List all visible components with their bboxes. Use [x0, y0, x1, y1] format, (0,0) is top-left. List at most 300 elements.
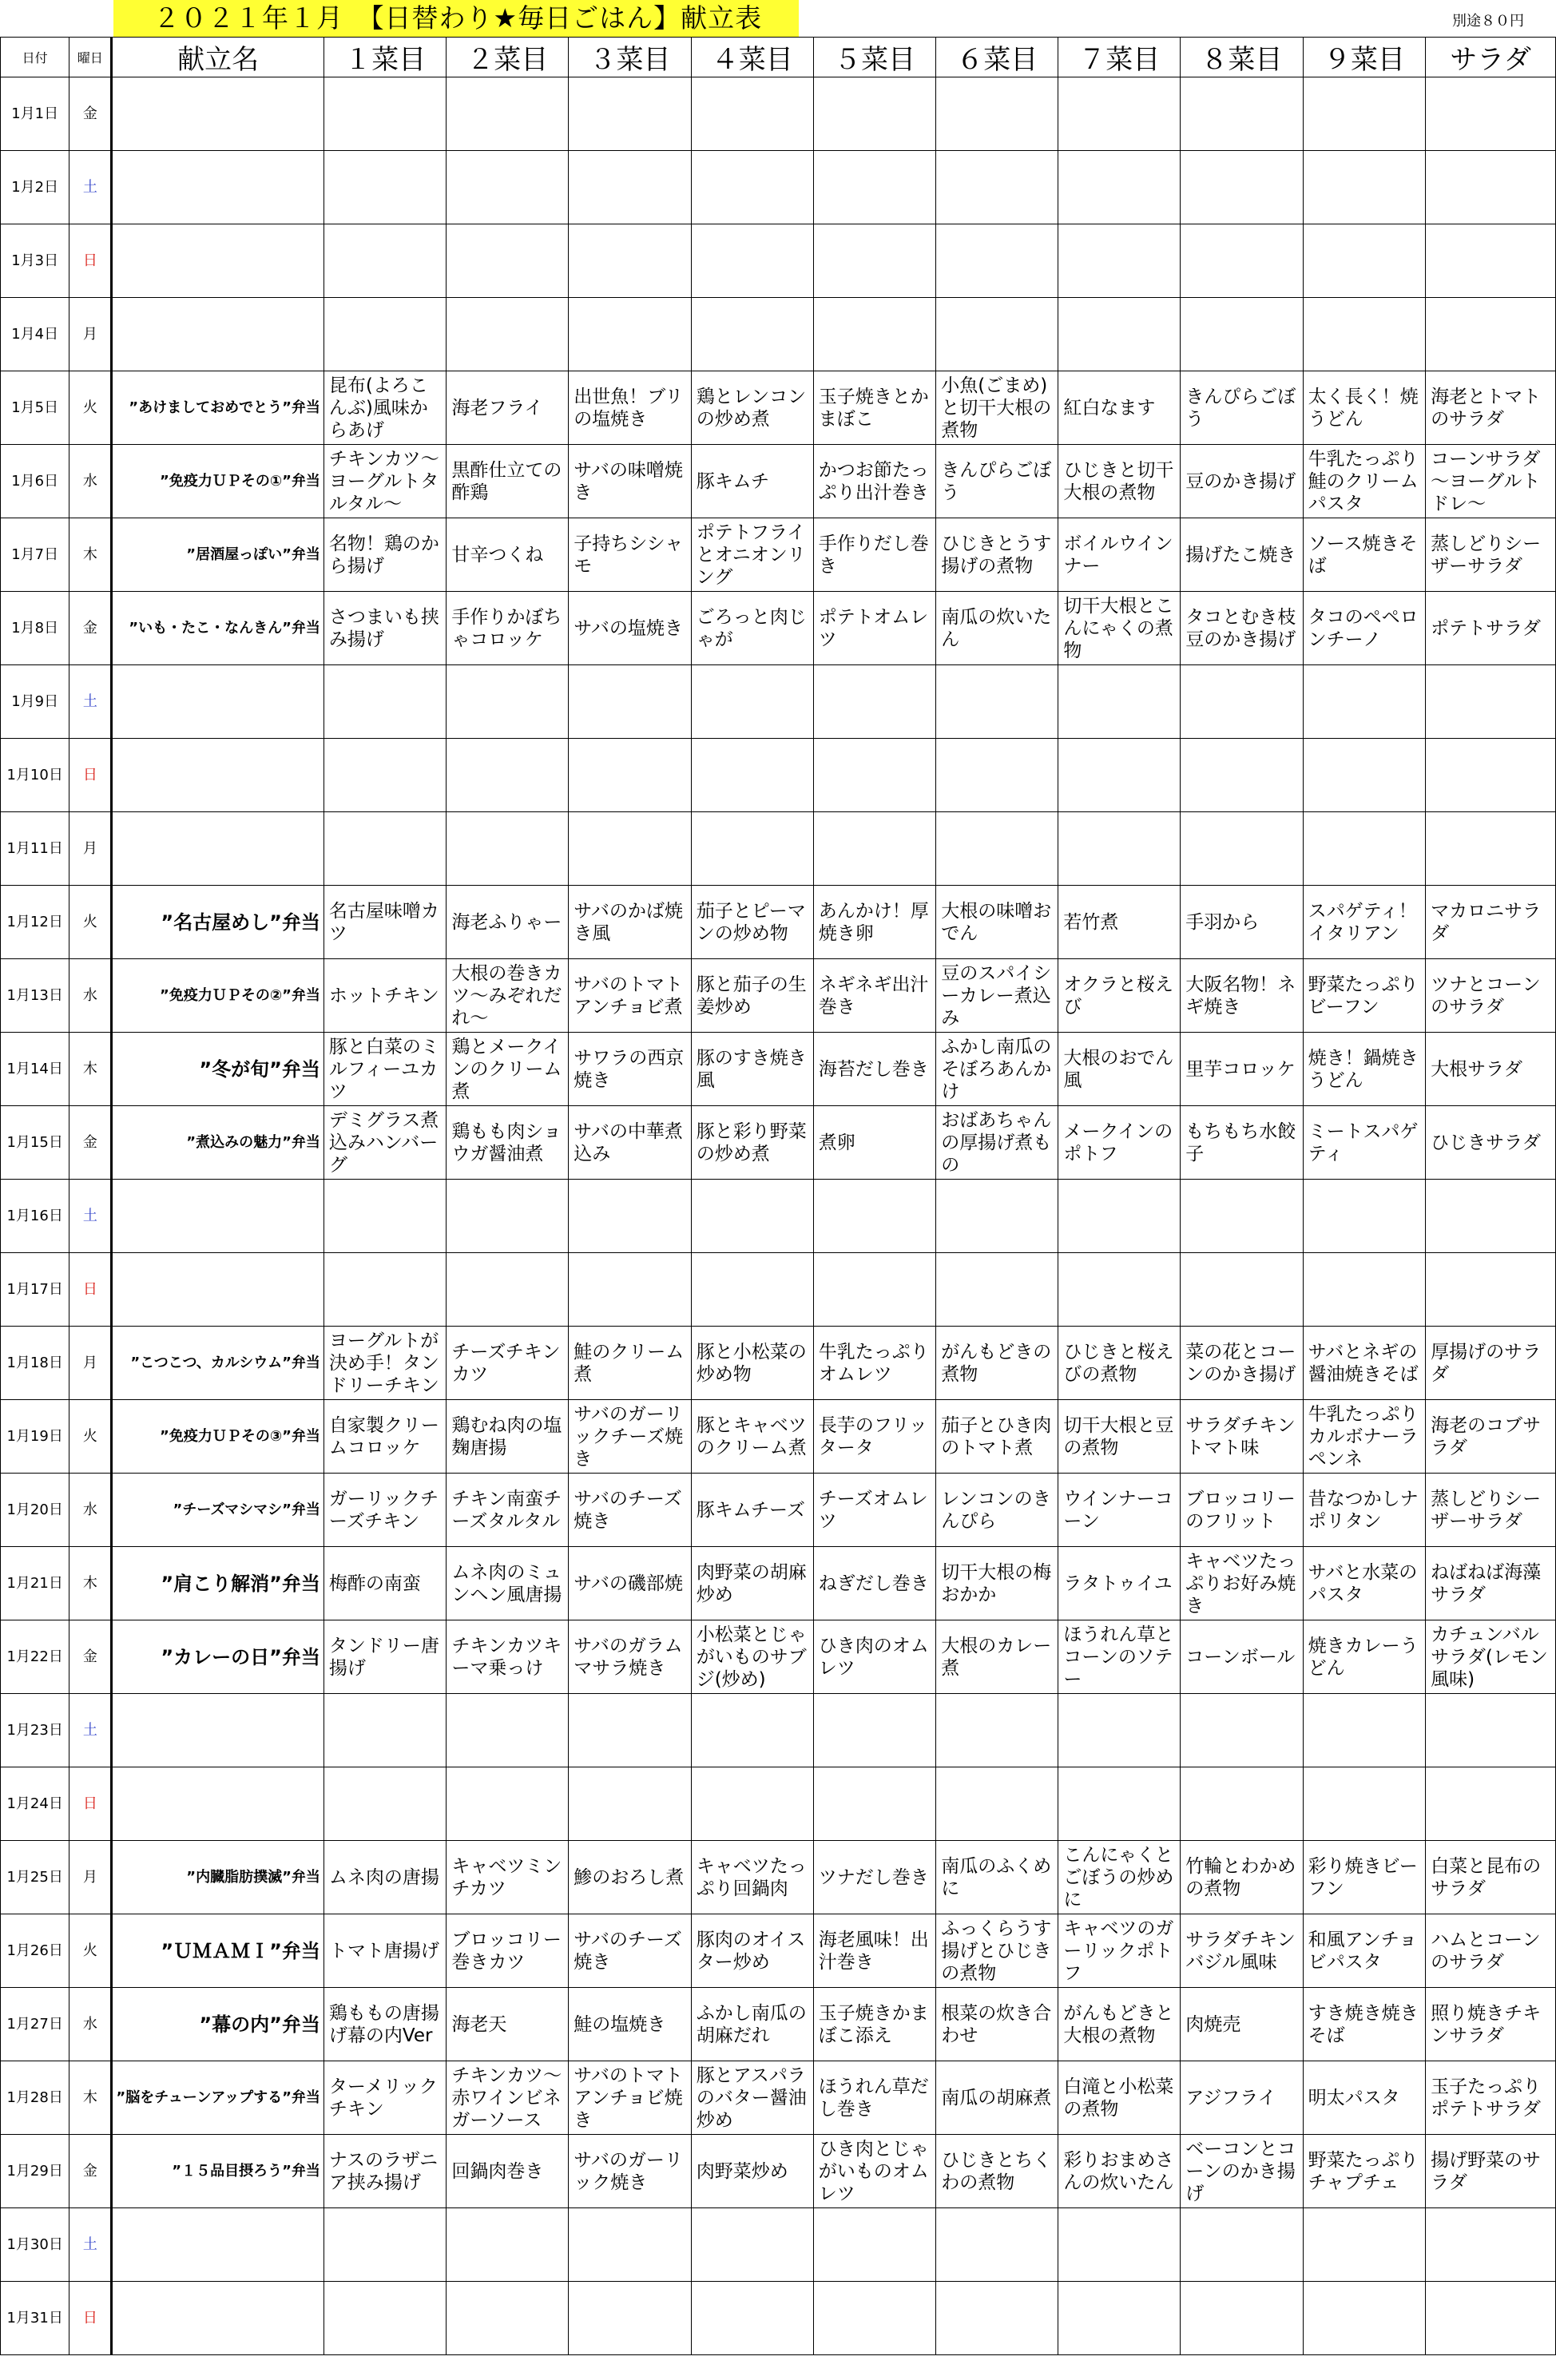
menu-table [0, 37, 1556, 2355]
dish-cell [813, 2282, 935, 2355]
dish-cell: 海老フライ [447, 371, 569, 445]
dish-cell: 海老風味！出汁巻き [813, 1914, 935, 1988]
dish-cell [569, 739, 691, 812]
dish-cell [1303, 77, 1425, 151]
dish-cell: 梅酢の南蛮 [324, 1547, 446, 1620]
dish-cell: 豚キムチーズ [691, 1474, 813, 1547]
dish-cell [1303, 151, 1425, 224]
dish-cell [813, 1767, 935, 1841]
dish-cell: 玉子焼きとかまぼこ [813, 371, 935, 445]
dish-cell: ヨーグルトが決め手！タンドリーチキン [324, 1327, 446, 1400]
header-dish-2: ２菜目 [447, 38, 569, 77]
dish-cell: チキン南蛮チーズタルタル [447, 1474, 569, 1547]
date-cell: 1月27日 [1, 1988, 69, 2061]
dish-cell [691, 224, 813, 298]
dish-cell [324, 151, 446, 224]
weekday-cell: 月 [69, 298, 112, 371]
dish-cell [569, 224, 691, 298]
dish-cell: サバのチーズ焼き [569, 1474, 691, 1547]
dish-cell: ターメリックチキン [324, 2061, 446, 2135]
dish-cell [1058, 224, 1181, 298]
dish-cell: 豚と白菜のミルフィーユカツ [324, 1033, 446, 1106]
header-salad: サラダ [1426, 38, 1556, 77]
dish-cell [1181, 1694, 1303, 1767]
dish-cell [936, 1253, 1058, 1327]
salad-cell [1426, 812, 1556, 886]
date-cell: 1月29日 [1, 2135, 69, 2208]
dish-cell [813, 812, 935, 886]
dish-cell: ひじきとちくわの煮物 [936, 2135, 1058, 2208]
dish-cell: もちもち水餃子 [1181, 1106, 1303, 1180]
header-dish-4: ４菜目 [691, 38, 813, 77]
dish-cell: 豚とキャベツのクリーム煮 [691, 1400, 813, 1474]
date-cell: 1月14日 [1, 1033, 69, 1106]
dish-cell: 鶏もも肉ショウガ醤油煮 [447, 1106, 569, 1180]
dish-cell [569, 812, 691, 886]
dish-cell: 昆布(よろこんぶ)風味からあげ [324, 371, 446, 445]
dish-cell: ほうれん草だし巻き [813, 2061, 935, 2135]
dish-cell: 彩り焼きビーフン [1303, 1841, 1425, 1914]
dish-cell: サバとネギの醤油焼きそば [1303, 1327, 1425, 1400]
dish-cell [569, 1694, 691, 1767]
dish-cell: 肉野菜の胡麻炒め [691, 1547, 813, 1620]
dish-cell: レンコンのきんぴら [936, 1474, 1058, 1547]
dish-cell: キャベツミンチカツ [447, 1841, 569, 1914]
dish-cell: ブロッコリー巻きカツ [447, 1914, 569, 1988]
dish-cell [691, 665, 813, 739]
dish-cell: ベーコンとコーンのかき揚げ [1181, 2135, 1303, 2208]
dish-cell: サバのガーリック焼き [569, 2135, 691, 2208]
weekday-cell: 土 [69, 1694, 112, 1767]
dish-cell: 焼きカレーうどん [1303, 1620, 1425, 1694]
dish-cell: 肉焼売 [1181, 1988, 1303, 2061]
dish-cell [813, 1253, 935, 1327]
dish-cell [1303, 739, 1425, 812]
dish-cell: タコのペペロンチーノ [1303, 592, 1425, 665]
menu-name-cell: ”ＵＭＡＭＩ”弁当 [112, 1914, 324, 1988]
dish-cell [1058, 1767, 1181, 1841]
dish-cell: 小魚(ごまめ)と切干大根の煮物 [936, 371, 1058, 445]
dish-cell: さつまいも挟み揚げ [324, 592, 446, 665]
menu-name-cell: ”冬が旬”弁当 [112, 1033, 324, 1106]
dish-cell: ひき肉とじゃがいものオムレツ [813, 2135, 935, 2208]
dish-cell: 若竹煮 [1058, 886, 1181, 959]
dish-cell [1181, 298, 1303, 371]
dish-cell: サワラの西京焼き [569, 1033, 691, 1106]
dish-cell [324, 1694, 446, 1767]
salad-cell: ツナとコーンのサラダ [1426, 959, 1556, 1033]
dish-cell: 南瓜のふくめに [936, 1841, 1058, 1914]
dish-cell [936, 739, 1058, 812]
table-row [1, 1106, 1556, 1180]
table-row [1, 445, 1556, 518]
dish-cell [936, 1767, 1058, 1841]
dish-cell: チキンカツ～ヨーグルトタルタル～ [324, 445, 446, 518]
date-cell: 1月20日 [1, 1474, 69, 1547]
dish-cell [324, 1253, 446, 1327]
weekday-cell: 木 [69, 2061, 112, 2135]
dish-cell: 回鍋肉巻き [447, 2135, 569, 2208]
dish-cell: 茄子とピーマンの炒め物 [691, 886, 813, 959]
menu-name-cell: ”内臓脂肪撲滅”弁当 [112, 1841, 324, 1914]
dish-cell: デミグラス煮込みハンバーグ [324, 1106, 446, 1180]
dish-cell [691, 1180, 813, 1253]
dish-cell [936, 224, 1058, 298]
dish-cell [569, 2282, 691, 2355]
dish-cell [691, 1694, 813, 1767]
dish-cell: あんかけ！厚焼き卵 [813, 886, 935, 959]
date-cell: 1月8日 [1, 592, 69, 665]
salad-cell [1426, 298, 1556, 371]
weekday-cell: 土 [69, 151, 112, 224]
dish-cell: ひじきとうす揚げの煮物 [936, 518, 1058, 592]
dish-cell: ホットチキン [324, 959, 446, 1033]
salad-cell [1426, 1767, 1556, 1841]
dish-cell: ソース焼きそば [1303, 518, 1425, 592]
date-cell: 1月5日 [1, 371, 69, 445]
weekday-cell: 金 [69, 77, 112, 151]
table-row [1, 1988, 1556, 2061]
dish-cell [324, 224, 446, 298]
date-cell: 1月24日 [1, 1767, 69, 1841]
dish-cell [1303, 1253, 1425, 1327]
weekday-cell: 土 [69, 665, 112, 739]
menu-name-cell: ”こつこつ、カルシウム”弁当 [112, 1327, 324, 1400]
date-cell: 1月26日 [1, 1914, 69, 1988]
dish-cell [936, 151, 1058, 224]
dish-cell [691, 739, 813, 812]
dish-cell: メークインのポトフ [1058, 1106, 1181, 1180]
dish-cell [1058, 151, 1181, 224]
menu-name-cell [112, 2282, 324, 2355]
dish-cell [324, 665, 446, 739]
date-cell: 1月3日 [1, 224, 69, 298]
weekday-cell: 金 [69, 1106, 112, 1180]
dish-cell: 豚と小松菜の炒め物 [691, 1327, 813, 1400]
dish-cell: ブロッコリーのフリット [1181, 1474, 1303, 1547]
date-cell: 1月15日 [1, 1106, 69, 1180]
table-row [1, 1547, 1556, 1620]
dish-cell [813, 739, 935, 812]
salad-cell: 蒸しどりシーザーサラダ [1426, 518, 1556, 592]
dish-cell [569, 1767, 691, 1841]
date-cell: 1月18日 [1, 1327, 69, 1400]
weekday-cell: 火 [69, 886, 112, 959]
menu-name-cell [112, 77, 324, 151]
dish-cell: 彩りおまめさんの炊いたん [1058, 2135, 1181, 2208]
dish-cell [1181, 1767, 1303, 1841]
table-row [1, 812, 1556, 886]
dish-cell: がんもどきの煮物 [936, 1327, 1058, 1400]
salad-cell [1426, 739, 1556, 812]
dish-cell [1303, 1767, 1425, 1841]
dish-cell: 肉野菜炒め [691, 2135, 813, 2208]
dish-cell: ガーリックチーズチキン [324, 1474, 446, 1547]
menu-name-cell [112, 1694, 324, 1767]
dish-cell [813, 77, 935, 151]
salad-cell [1426, 77, 1556, 151]
salad-cell [1426, 2208, 1556, 2282]
dish-cell [691, 77, 813, 151]
dish-cell: 海老ふりゃー [447, 886, 569, 959]
dish-cell: かつお節たっぷり出汁巻き [813, 445, 935, 518]
dish-cell: ラタトゥイユ [1058, 1547, 1181, 1620]
dish-cell: 鶏むね肉の塩麹唐揚 [447, 1400, 569, 1474]
dish-cell: 牛乳たっぷりカルボナーラペンネ [1303, 1400, 1425, 1474]
dish-cell [691, 298, 813, 371]
dish-cell: 豚とアスパラのバター醤油炒め [691, 2061, 813, 2135]
dish-cell: 焼き！鍋焼きうどん [1303, 1033, 1425, 1106]
dish-cell [1181, 224, 1303, 298]
salad-cell: 蒸しどりシーザーサラダ [1426, 1474, 1556, 1547]
dish-cell: 竹輪とわかめの煮物 [1181, 1841, 1303, 1914]
dish-cell [691, 2282, 813, 2355]
dish-cell: 紅白なます [1058, 371, 1181, 445]
dish-cell [1303, 298, 1425, 371]
table-row [1, 1841, 1556, 1914]
header-date: 日付 [1, 38, 69, 77]
dish-cell [569, 665, 691, 739]
weekday-cell: 日 [69, 1767, 112, 1841]
dish-cell [447, 2208, 569, 2282]
dish-cell: サラダチキンバジル風味 [1181, 1914, 1303, 1988]
header-dish-5: ５菜目 [813, 38, 935, 77]
salad-cell: マカロニサラダ [1426, 886, 1556, 959]
salad-cell: 玉子たっぷりポテトサラダ [1426, 2061, 1556, 2135]
dish-cell: 鮭の塩焼き [569, 1988, 691, 2061]
table-row [1, 1694, 1556, 1767]
dish-cell: 牛乳たっぷり鮭のクリームパスタ [1303, 445, 1425, 518]
dish-cell: 菜の花とコーンのかき揚げ [1181, 1327, 1303, 1400]
dish-cell: トマト唐揚げ [324, 1914, 446, 1988]
dish-cell: 豚のすき焼き風 [691, 1033, 813, 1106]
dish-cell [691, 2208, 813, 2282]
dish-cell: チキンカツ～赤ワインビネガーソース [447, 2061, 569, 2135]
table-row [1, 2208, 1556, 2282]
dish-cell [447, 1767, 569, 1841]
dish-cell [1181, 2208, 1303, 2282]
menu-name-cell [112, 1767, 324, 1841]
dish-cell: 鶏とレンコンの炒め煮 [691, 371, 813, 445]
dish-cell: 子持ちシシャモ [569, 518, 691, 592]
dish-cell [936, 812, 1058, 886]
date-cell: 1月2日 [1, 151, 69, 224]
dish-cell: 煮卵 [813, 1106, 935, 1180]
dish-cell [1181, 1180, 1303, 1253]
table-row [1, 1474, 1556, 1547]
dish-cell: サバの味噌焼き [569, 445, 691, 518]
dish-cell [691, 812, 813, 886]
dish-cell: 黒酢仕立ての酢鶏 [447, 445, 569, 518]
dish-cell [1058, 2208, 1181, 2282]
menu-name-cell: ”居酒屋っぽい”弁当 [112, 518, 324, 592]
table-row [1, 739, 1556, 812]
salad-cell: ねばねば海藻サラダ [1426, 1547, 1556, 1620]
dish-cell: サバのトマトアンチョビ焼き [569, 2061, 691, 2135]
dish-cell: チーズオムレツ [813, 1474, 935, 1547]
date-cell: 1月13日 [1, 959, 69, 1033]
dish-cell [1058, 1180, 1181, 1253]
dish-cell: サバのガーリックチーズ焼き [569, 1400, 691, 1474]
dish-cell [1181, 739, 1303, 812]
dish-cell: 里芋コロッケ [1181, 1033, 1303, 1106]
dish-cell: 豚肉のオイスター炒め [691, 1914, 813, 1988]
dish-cell: キャベツたっぷりお好み焼き [1181, 1547, 1303, 1620]
header-dish-9: ９菜目 [1303, 38, 1425, 77]
dish-cell: 大根の味噌おでん [936, 886, 1058, 959]
dish-cell [324, 1180, 446, 1253]
salad-cell [1426, 2282, 1556, 2355]
salad-cell: ひじきサラダ [1426, 1106, 1556, 1180]
weekday-cell: 水 [69, 1474, 112, 1547]
dish-cell: 出世魚！ブリの塩焼き [569, 371, 691, 445]
dish-cell: サラダチキントマト味 [1181, 1400, 1303, 1474]
dish-cell: ネギネギ出汁巻き [813, 959, 935, 1033]
dish-cell: 名物！鶏のから揚げ [324, 518, 446, 592]
dish-cell: 南瓜の胡麻煮 [936, 2061, 1058, 2135]
dish-cell [1181, 1253, 1303, 1327]
menu-name-cell: ”カレーの日”弁当 [112, 1620, 324, 1694]
dish-cell: ふかし南瓜の胡麻だれ [691, 1988, 813, 2061]
dish-cell: 長芋のフリッタータ [813, 1400, 935, 1474]
dish-cell [691, 151, 813, 224]
dish-cell: 鯵のおろし煮 [569, 1841, 691, 1914]
dish-cell [447, 812, 569, 886]
dish-cell: ボイルウインナー [1058, 518, 1181, 592]
dish-cell [936, 2208, 1058, 2282]
table-row [1, 371, 1556, 445]
dish-cell: すき焼き焼きそば [1303, 1988, 1425, 2061]
dish-cell [447, 1180, 569, 1253]
dish-cell: キャベツたっぷり回鍋肉 [691, 1841, 813, 1914]
menu-name-cell: ”免疫力ＵＰその①”弁当 [112, 445, 324, 518]
dish-cell: きんぴらごぼう [1181, 371, 1303, 445]
extra-charge-note: 別途８０円 [1452, 13, 1524, 30]
dish-cell: 野菜たっぷりチャプチェ [1303, 2135, 1425, 2208]
dish-cell [936, 77, 1058, 151]
dish-cell [569, 151, 691, 224]
weekday-cell: 水 [69, 445, 112, 518]
date-cell: 1月10日 [1, 739, 69, 812]
salad-cell [1426, 1180, 1556, 1253]
table-row [1, 298, 1556, 371]
weekday-cell: 金 [69, 592, 112, 665]
dish-cell [1058, 77, 1181, 151]
dish-cell [1058, 812, 1181, 886]
date-cell: 1月12日 [1, 886, 69, 959]
dish-cell: 豆のスパイシーカレー煮込み [936, 959, 1058, 1033]
dish-cell [324, 2208, 446, 2282]
dish-cell: タンドリー唐揚げ [324, 1620, 446, 1694]
dish-cell [324, 298, 446, 371]
header-menu-name: 献立名 [112, 38, 324, 77]
dish-cell: サバの中華煮込み [569, 1106, 691, 1180]
dish-cell: ミートスパゲティ [1303, 1106, 1425, 1180]
dish-cell: 白滝と小松菜の煮物 [1058, 2061, 1181, 2135]
dish-cell: 根菜の炊き合わせ [936, 1988, 1058, 2061]
dish-cell: サバのかば焼き風 [569, 886, 691, 959]
dish-cell [447, 224, 569, 298]
dish-cell: 小松菜とじゃがいものサブジ(炒め) [691, 1620, 813, 1694]
dish-cell [1303, 1694, 1425, 1767]
menu-name-cell: ”あけましておめでとう”弁当 [112, 371, 324, 445]
weekday-cell: 木 [69, 518, 112, 592]
salad-cell: 厚揚げのサラダ [1426, 1327, 1556, 1400]
menu-name-cell [112, 1180, 324, 1253]
header-dish-6: ６菜目 [936, 38, 1058, 77]
dish-cell: 大根のカレー煮 [936, 1620, 1058, 1694]
date-cell: 1月19日 [1, 1400, 69, 1474]
dish-cell: サバのガラムマサラ焼き [569, 1620, 691, 1694]
dish-cell: 手作りかぼちゃコロッケ [447, 592, 569, 665]
dish-cell: 鶏ももの唐揚げ幕の内Ver [324, 1988, 446, 2061]
dish-cell: サバの塩焼き [569, 592, 691, 665]
dish-cell [1058, 665, 1181, 739]
date-cell: 1月23日 [1, 1694, 69, 1767]
date-cell: 1月16日 [1, 1180, 69, 1253]
table-row [1, 959, 1556, 1033]
menu-name-cell: ”名古屋めし”弁当 [112, 886, 324, 959]
dish-cell [324, 1767, 446, 1841]
salad-cell: ポテトサラダ [1426, 592, 1556, 665]
weekday-cell: 日 [69, 1253, 112, 1327]
dish-cell: 和風アンチョビパスタ [1303, 1914, 1425, 1988]
dish-cell: 名古屋味噌カツ [324, 886, 446, 959]
page-title: ２０２１年１月 【日替わり★毎日ごはん】献立表 [113, 0, 799, 37]
dish-cell [1303, 812, 1425, 886]
dish-cell [447, 739, 569, 812]
dish-cell: 牛乳たっぷりオムレツ [813, 1327, 935, 1400]
date-cell: 1月30日 [1, 2208, 69, 2282]
dish-cell [813, 224, 935, 298]
table-row [1, 1400, 1556, 1474]
date-cell: 1月1日 [1, 77, 69, 151]
salad-cell: ハムとコーンのサラダ [1426, 1914, 1556, 1988]
weekday-cell: 月 [69, 1327, 112, 1400]
weekday-cell: 火 [69, 1914, 112, 1988]
menu-name-cell: ”脳をチューンアップする”弁当 [112, 2061, 324, 2135]
header-dow: 曜日 [69, 38, 112, 77]
dish-cell: オクラと桜えび [1058, 959, 1181, 1033]
table-row [1, 518, 1556, 592]
menu-name-cell [112, 812, 324, 886]
table-row [1, 1327, 1556, 1400]
menu-name-cell: ”肩こり解消”弁当 [112, 1547, 324, 1620]
salad-cell [1426, 151, 1556, 224]
dish-cell: ごろっと肉じゃが [691, 592, 813, 665]
salad-cell: 海老とトマトのサラダ [1426, 371, 1556, 445]
weekday-cell: 水 [69, 959, 112, 1033]
dish-cell: 野菜たっぷりビーフン [1303, 959, 1425, 1033]
dish-cell [569, 1253, 691, 1327]
dish-cell [936, 2282, 1058, 2355]
dish-cell: タコとむき枝豆のかき揚げ [1181, 592, 1303, 665]
dish-cell [936, 1180, 1058, 1253]
dish-cell [569, 298, 691, 371]
dish-cell: 南瓜の炊いたん [936, 592, 1058, 665]
dish-cell: ふかし南瓜のそぼろあんかけ [936, 1033, 1058, 1106]
menu-name-cell: ”１５品目摂ろう”弁当 [112, 2135, 324, 2208]
dish-cell: 大阪名物！ネギ焼き [1181, 959, 1303, 1033]
dish-cell: 茄子とひき肉のトマト煮 [936, 1400, 1058, 1474]
date-cell: 1月4日 [1, 298, 69, 371]
dish-cell [1303, 1180, 1425, 1253]
dish-cell [569, 2208, 691, 2282]
weekday-cell: 日 [69, 739, 112, 812]
dish-cell: 大根の巻きカツ～みぞれだれ～ [447, 959, 569, 1033]
dish-cell: アジフライ [1181, 2061, 1303, 2135]
dish-cell: キャベツのガーリックポトフ [1058, 1914, 1181, 1988]
